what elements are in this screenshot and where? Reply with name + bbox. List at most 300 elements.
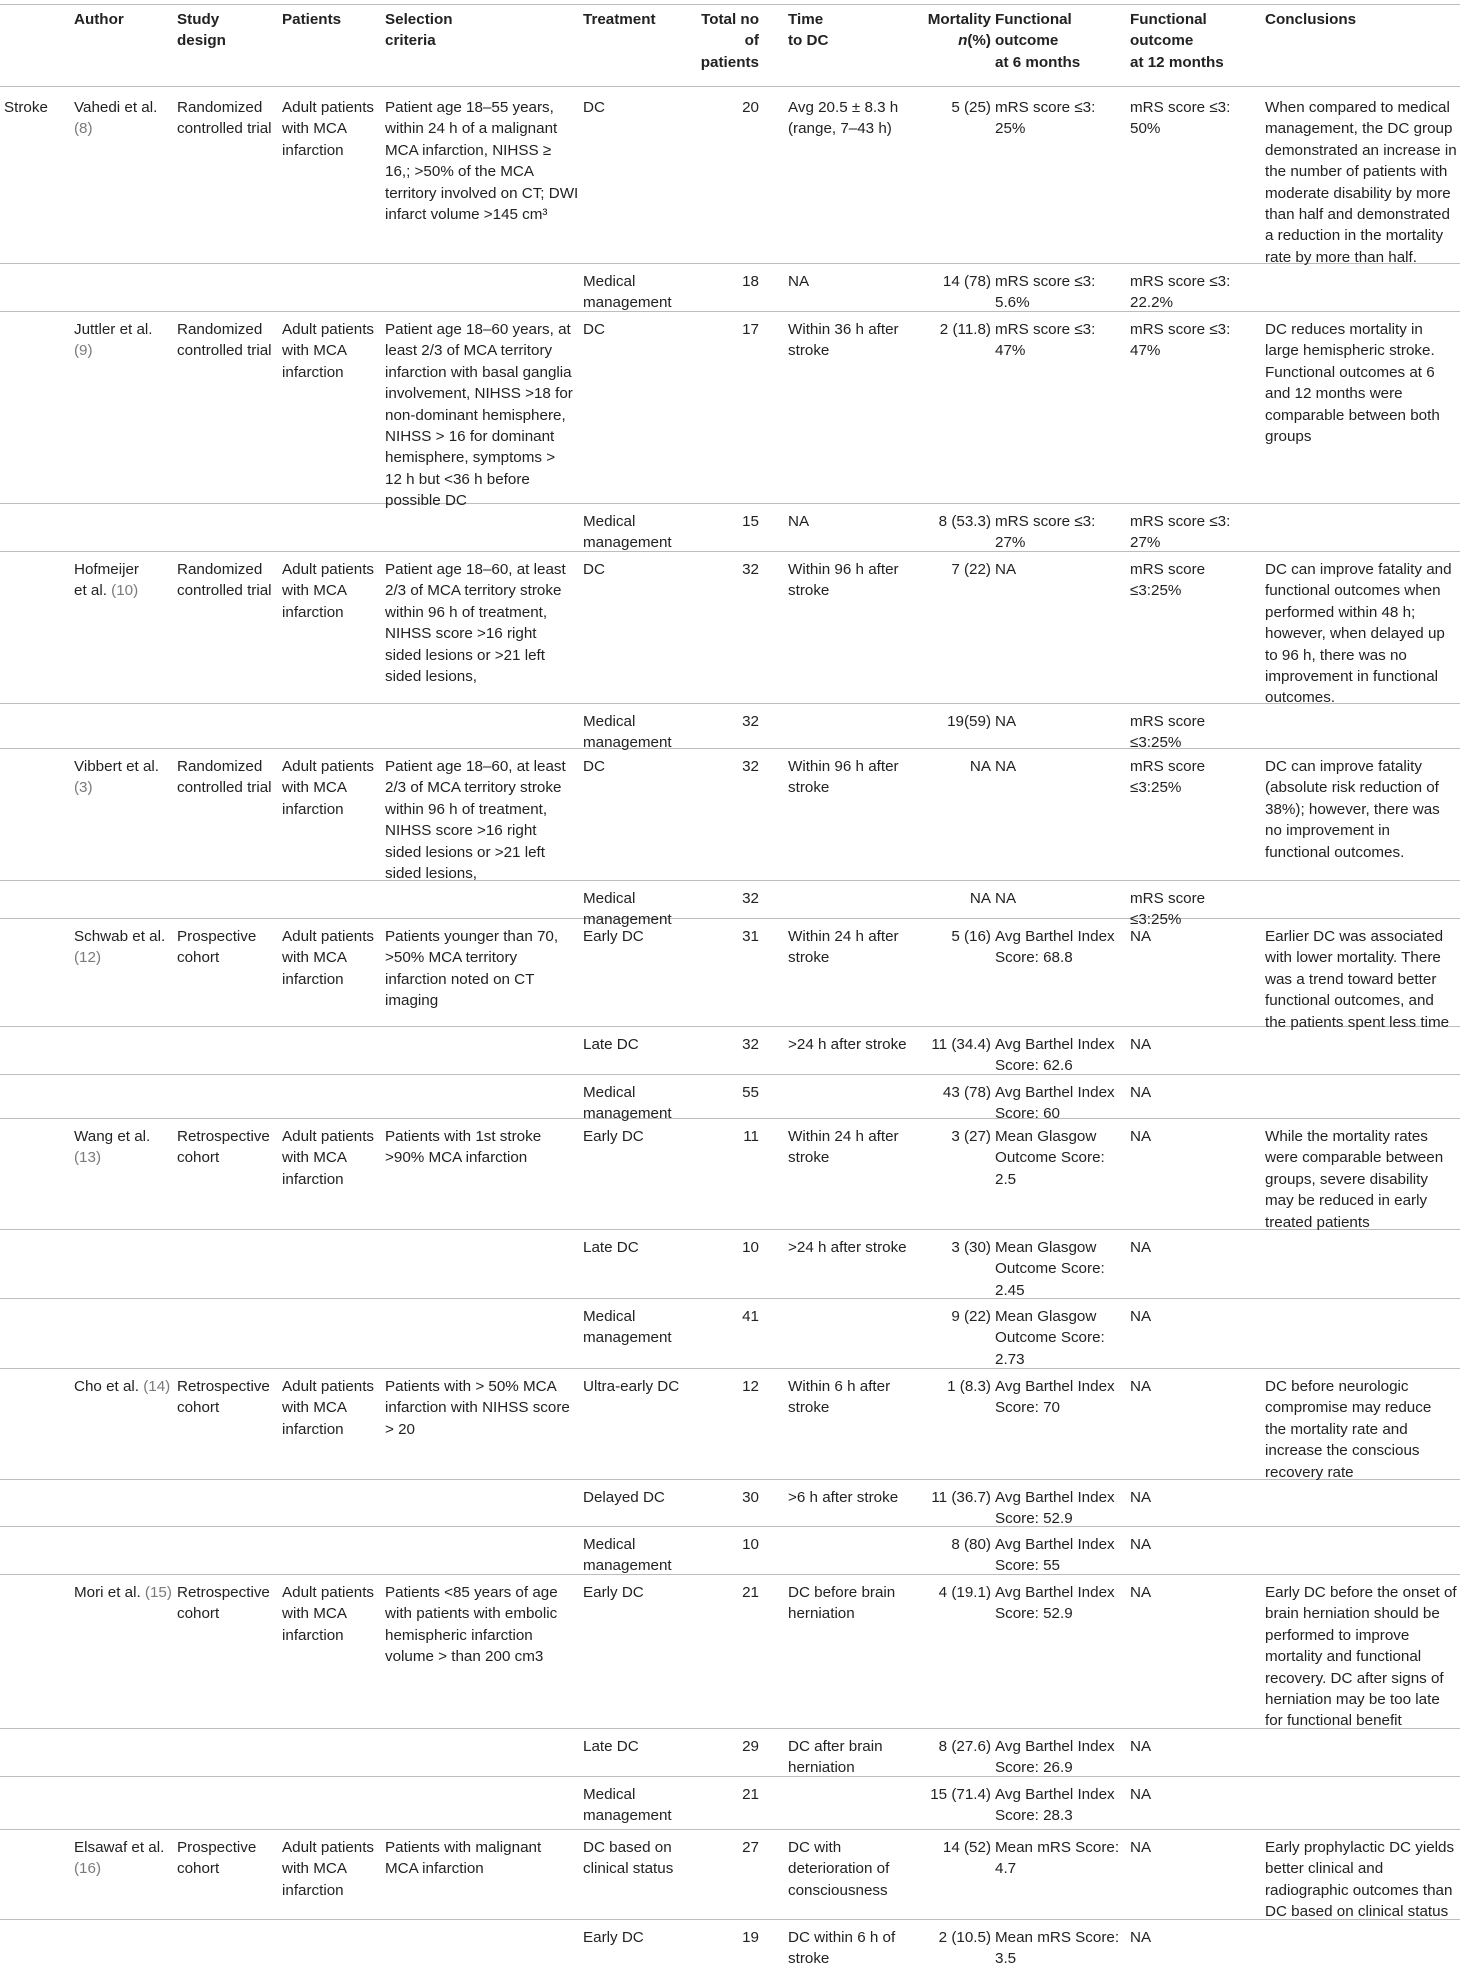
cell-line: management (583, 734, 672, 752)
total-patients-cell (619, 711, 759, 732)
cell-line: the mortality rate and (1265, 1420, 1408, 1438)
cell-line: Earlier DC was associated (1265, 928, 1444, 945)
functional-outcome-6m-cell (995, 1034, 1115, 1077)
mortality-cell (851, 711, 991, 732)
cell-line: performed within 48 h; (1265, 603, 1416, 621)
cell-line: DC within 6 h of (788, 1929, 896, 1946)
functional-outcome-12m-cell (1130, 926, 1151, 947)
cell-line: Adult patients (282, 1839, 375, 1856)
cell-line: Within 96 h after (788, 561, 899, 578)
cell-line: NA (1130, 1378, 1152, 1395)
mortality-cell (851, 1784, 991, 1805)
cell-line: NA (1130, 928, 1152, 945)
cell-line: management (583, 1329, 672, 1347)
selection-criteria-cell (385, 1376, 570, 1440)
cell-line: 7 (22) (951, 561, 991, 578)
cell-line: Score: 52.9 (995, 1605, 1073, 1623)
cell-line: mortality and functional (1265, 1648, 1422, 1666)
header-label: outcome (1130, 32, 1194, 50)
cell-line: NA (1130, 1489, 1152, 1506)
header-total (619, 9, 759, 73)
cell-line: recovery. DC after signs of (1265, 1669, 1444, 1687)
cell-line: Within 96 h after (788, 758, 899, 775)
cell-line: with MCA (282, 1149, 347, 1167)
reference-link[interactable]: (9) (74, 342, 93, 360)
row-rule (0, 263, 1460, 264)
cell-line: brain herniation should be (1265, 1605, 1440, 1623)
mortality-cell (851, 1376, 991, 1397)
mortality-cell (851, 926, 991, 947)
row-rule (0, 1368, 1460, 1369)
functional-outcome-12m-cell (1130, 1376, 1151, 1397)
cell-line: infarction (282, 1420, 344, 1438)
cell-line: NIHSS score >16 right (385, 822, 537, 840)
cell-line: 38%); however, there was (1265, 800, 1440, 818)
mortality-cell (851, 1306, 991, 1327)
cell-line: 2.45 (995, 1281, 1025, 1299)
cell-line: 32 (742, 890, 759, 907)
treatment-cell (583, 319, 605, 340)
header-time (788, 9, 829, 52)
functional-outcome-12m-cell (1130, 1487, 1151, 1508)
cell-line: stroke (788, 949, 830, 967)
cell-line: clinical status (583, 1860, 674, 1878)
cell-line: moderate disability by more (1265, 184, 1451, 202)
cell-line: increase the conscious (1265, 1442, 1420, 1460)
cell-line: 8 (27.6) (938, 1738, 991, 1755)
cell-line: 2/3 of MCA territory stroke (385, 779, 562, 797)
cell-line: Juttler et al. (74, 321, 153, 338)
cell-line: management (583, 1557, 672, 1575)
reference-link[interactable]: (12) (74, 949, 102, 967)
functional-outcome-12m-cell (1130, 1237, 1151, 1258)
selection-criteria-cell (385, 926, 558, 1012)
mortality-cell (851, 319, 991, 340)
cell-line: mRS score (1130, 758, 1206, 775)
cell-line: Within 6 h after (788, 1378, 891, 1395)
cell-line: Early DC (583, 1929, 644, 1946)
cell-line (74, 118, 157, 139)
cell-line: ≤3:25% (1130, 734, 1182, 752)
patients-cell (282, 1582, 374, 1646)
row-rule (0, 1479, 1460, 1480)
cell-line: DC (583, 321, 605, 338)
mortality-cell (851, 1126, 991, 1147)
functional-outcome-12m-cell (1130, 559, 1205, 602)
selection-criteria-cell (385, 559, 566, 687)
cell-line: DC based on (583, 1839, 672, 1856)
mortality-cell (851, 1487, 991, 1508)
study-design-cell (177, 319, 272, 362)
total-patients-cell (619, 1376, 759, 1397)
total-patients-cell (619, 1034, 759, 1055)
cell-line: Adult patients (282, 928, 375, 945)
mortality-cell (851, 1034, 991, 1055)
cell-line: 32 (742, 758, 759, 775)
functional-outcome-6m-cell (995, 1736, 1115, 1779)
cell-line: non-dominant hemisphere, (385, 406, 566, 424)
header-label: Study (177, 11, 220, 28)
header-label: at 12 months (1130, 53, 1224, 71)
reference-link[interactable]: (8) (74, 120, 93, 138)
row-rule (0, 703, 1460, 704)
reference-link[interactable]: (16) (74, 1860, 102, 1878)
cell-line: 43 (78) (942, 1084, 991, 1101)
reference-link[interactable]: (14) (143, 1378, 171, 1395)
total-patients-cell (619, 1082, 759, 1103)
cell-line: Within 36 h after (788, 321, 899, 338)
cell-line: stroke (788, 1950, 830, 1968)
cell-line: Score: 28.3 (995, 1807, 1073, 1825)
cell-line: Medical (583, 273, 636, 290)
cell-line: infarction (282, 363, 344, 381)
cell-line: improvement in functional (1265, 668, 1439, 686)
functional-outcome-6m-cell (995, 1534, 1115, 1577)
cell-line: the number of patients with (1265, 163, 1448, 181)
cell-line: 18 (742, 273, 759, 290)
header-label: Total no (701, 11, 759, 28)
cell-line: Patients <85 years of age (385, 1584, 558, 1601)
selection-criteria-cell (385, 97, 578, 225)
cell-line: Within 24 h after (788, 928, 899, 945)
functional-outcome-6m-cell (995, 1237, 1105, 1301)
cell-line: a reduction in the mortality (1265, 227, 1444, 245)
cell-line: Schwab et al. (74, 928, 166, 945)
author-cell (74, 926, 165, 969)
cell-line: Adult patients (282, 1584, 375, 1601)
cell-line: infarction (282, 1626, 344, 1644)
functional-outcome-6m-cell (995, 1376, 1115, 1419)
cell-line: herniation (788, 1759, 855, 1777)
cell-line: NA (1130, 1536, 1152, 1553)
reference-link[interactable]: (10) (111, 582, 139, 600)
author-cell (74, 1582, 172, 1603)
selection-criteria-cell (385, 1126, 541, 1169)
cell-line: 19(59) (947, 713, 991, 730)
cell-line: 4.7 (995, 1860, 1017, 1878)
cell-line: 14 (78) (942, 273, 991, 290)
cell-line: Patients with > 50% MCA (385, 1378, 557, 1395)
functional-outcome-12m-cell (1130, 97, 1230, 140)
total-patients-cell (619, 1534, 759, 1555)
cell-line: Vahedi et al. (74, 99, 158, 116)
cell-line: infarction (282, 1170, 344, 1188)
cell-line: Mean mRS Score: (995, 1839, 1120, 1856)
cell-line: and 12 months were (1265, 385, 1403, 403)
cell-line: to 96 h, there was no (1265, 646, 1407, 664)
cell-line: mRS score (1130, 713, 1206, 730)
mortality-cell (851, 271, 991, 292)
cell-line: stroke (788, 1149, 830, 1167)
patients-cell (282, 926, 374, 990)
header-label: n(%) (958, 32, 991, 50)
cell-line: Mean Glasgow (995, 1128, 1097, 1145)
cell-line: Adult patients (282, 758, 375, 775)
functional-outcome-6m-cell (995, 1126, 1105, 1190)
cell-line (74, 947, 165, 968)
cell-line: infarction noted on CT (385, 970, 535, 988)
functional-outcome-6m-cell (995, 511, 1095, 554)
selection-criteria-cell (385, 319, 573, 512)
cell-line: mRS score ≤3: (1130, 513, 1231, 530)
cell-line: 3.5 (995, 1950, 1017, 1968)
reference-link[interactable]: (15) (144, 1584, 172, 1601)
cell-line: Early DC (583, 928, 644, 945)
cell-line: Patients younger than 70, (385, 928, 559, 945)
cell-line: Adult patients (282, 1378, 375, 1395)
cell-line: 2.5 (995, 1170, 1017, 1188)
functional-outcome-12m-cell (1130, 756, 1205, 799)
cell-line: Medical (583, 713, 636, 730)
functional-outcome-6m-cell (995, 1784, 1115, 1827)
selection-criteria-cell (385, 756, 566, 884)
treatment-cell (583, 756, 605, 777)
cell-line (74, 777, 159, 798)
header-patients (282, 9, 341, 30)
cell-line: DC before brain (788, 1584, 896, 1601)
cell-line: consciousness (788, 1881, 888, 1899)
cell-line: NA (1130, 1308, 1152, 1325)
author-cell (74, 559, 139, 602)
row-rule (0, 1728, 1460, 1729)
cell-line: volume > than 200 cm3 (385, 1648, 544, 1666)
cell-line: large hemispheric stroke. (1265, 342, 1435, 360)
functional-outcome-6m-cell (995, 1927, 1119, 1970)
cell-line: ≤3:25% (1130, 779, 1182, 797)
cell-line: 10 (742, 1239, 759, 1256)
mortality-cell (851, 1534, 991, 1555)
patients-cell (282, 1837, 374, 1901)
functional-outcome-6m-cell (995, 926, 1115, 969)
cell-line: DC before neurologic (1265, 1378, 1409, 1395)
header-label: Mortality (927, 11, 991, 28)
cell-line: NA (995, 713, 1017, 730)
mortality-cell (851, 1927, 991, 1948)
cell-line: Score: 62.6 (995, 1057, 1073, 1075)
patients-cell (282, 319, 374, 383)
row-rule (0, 1074, 1460, 1075)
cell-line: for functional benefit (1265, 1712, 1402, 1730)
patients-cell (282, 97, 374, 161)
cell-line: Within 24 h after (788, 1128, 899, 1145)
row-rule (0, 1526, 1460, 1527)
cell-line: may be reduced in early (1265, 1192, 1428, 1210)
cell-line: Avg Barthel Index (995, 1536, 1115, 1553)
header-label: Patients (282, 11, 342, 28)
cell-line: hemispheric infarction (385, 1626, 533, 1644)
header-label: patients (700, 53, 759, 71)
cell-line: Score: 52.9 (995, 1510, 1073, 1528)
cell-line: Avg Barthel Index (995, 1584, 1115, 1601)
total-patients-cell (619, 1126, 759, 1147)
cell-line: Late DC (583, 1036, 639, 1053)
cell-line: Medical (583, 1536, 636, 1553)
cell-line: mRS score ≤3: (995, 513, 1096, 530)
cell-line: cohort (177, 1605, 220, 1623)
cell-line: Avg Barthel Index (995, 1786, 1115, 1803)
cell-line: 27 (742, 1839, 759, 1856)
functional-outcome-6m-cell (995, 1582, 1115, 1625)
reference-link[interactable]: (3) (74, 779, 93, 797)
header-conclusions (1265, 9, 1356, 30)
patients-cell (282, 1126, 374, 1190)
total-patients-cell (619, 888, 759, 909)
cell-line: Retrospective (177, 1128, 270, 1145)
cell-line: Medical (583, 1084, 636, 1101)
cell-line: 32 (742, 713, 759, 730)
cell-line: Medical (583, 1786, 636, 1803)
cell-line: DC can improve fatality and (1265, 561, 1452, 578)
functional-outcome-12m-cell (1130, 888, 1205, 931)
cell-line: Outcome Score: (995, 1149, 1105, 1167)
mortality-cell (851, 1837, 991, 1858)
cell-line: with MCA (282, 342, 347, 360)
cell-line: 9 (22) (951, 1308, 991, 1325)
row-rule (0, 880, 1460, 881)
total-patients-cell (619, 926, 759, 947)
functional-outcome-12m-cell (1130, 1837, 1151, 1858)
cell-line: herniation (788, 1605, 855, 1623)
cell-line: NA (969, 758, 991, 775)
cell-line: infarction (282, 970, 344, 988)
functional-outcome-12m-cell (1130, 1534, 1151, 1555)
functional-outcome-6m-cell (995, 888, 1016, 909)
total-patients-cell (619, 756, 759, 777)
cell-line: infarction (282, 603, 344, 621)
cell-line: stroke (788, 1399, 830, 1417)
cell-line: Medical (583, 890, 636, 907)
functional-outcome-6m-cell (995, 1082, 1115, 1125)
cell-line: rate by more than half. (1265, 248, 1417, 266)
header-label: criteria (385, 32, 436, 50)
mortality-cell (851, 888, 991, 909)
patients-cell (282, 1376, 374, 1440)
cell-line: herniation may be too late (1265, 1691, 1440, 1709)
functional-outcome-12m-cell (1130, 1736, 1151, 1757)
cell-line: While the mortality rates (1265, 1128, 1428, 1145)
selection-criteria-cell (385, 1582, 558, 1668)
cell-line: 2 (10.5) (938, 1929, 991, 1946)
cell-line: 27% (995, 534, 1026, 552)
cell-line: NA (995, 890, 1017, 907)
header-label: outcome (995, 32, 1059, 50)
cell-line: NIHSS score >16 right (385, 625, 537, 643)
functional-outcome-6m-cell (995, 1837, 1119, 1880)
cell-line: NA (995, 561, 1017, 578)
header-fo12 (1130, 9, 1224, 73)
cell-line: >6 h after stroke (788, 1489, 899, 1506)
cell-line: performed to improve (1265, 1626, 1410, 1644)
cell-line: 50% (1130, 120, 1161, 138)
conclusions-cell (1265, 319, 1440, 447)
cell-line: >50% MCA territory (385, 949, 518, 967)
selection-criteria-cell (385, 1837, 541, 1880)
conclusions-cell (1265, 1837, 1454, 1923)
study-design-cell (177, 97, 272, 140)
cell-line: Stroke (4, 99, 48, 116)
cell-line: within 96 h of treatment, (385, 603, 548, 621)
cell-line: outcomes. (1265, 689, 1336, 707)
author-cell (74, 319, 153, 362)
cell-line: with lower mortality. There (1265, 949, 1441, 967)
cell-line: 19 (742, 1929, 759, 1946)
cell-line: mRS score (1130, 890, 1206, 907)
total-patients-cell (619, 1306, 759, 1327)
cell-line: 12 (742, 1378, 759, 1395)
study-design-cell (177, 1582, 270, 1625)
row-rule (0, 1026, 1460, 1027)
mortality-cell (851, 559, 991, 580)
cell-line: 12 h but <36 h before (385, 470, 530, 488)
functional-outcome-6m-cell (995, 559, 1016, 580)
cell-line: >90% MCA infarction (385, 1149, 528, 1167)
conclusions-cell (1265, 756, 1440, 863)
cell-line: cohort (177, 1399, 220, 1417)
cell-line: 11 (34.4) (931, 1036, 991, 1053)
cell-line: 15 (742, 513, 759, 530)
functional-outcome-6m-cell (995, 271, 1095, 314)
cell-line: 20 (742, 99, 759, 116)
functional-outcome-6m-cell (995, 97, 1095, 140)
row-rule (0, 551, 1460, 552)
cell-line: 47% (995, 342, 1026, 360)
mortality-cell (851, 1082, 991, 1103)
cell-line: Hofmeijer (74, 561, 139, 578)
mortality-cell (851, 1736, 991, 1757)
cell-line: (range, 7–43 h) (788, 120, 892, 138)
cell-line: Patient age 18–60, at least (385, 758, 566, 775)
cell-line: Retrospective (177, 1584, 270, 1601)
cell-line: Early DC (583, 1128, 644, 1145)
total-patients-cell (619, 1927, 759, 1948)
cell-line: Score: 26.9 (995, 1759, 1073, 1777)
cell-line: were comparable between (1265, 1149, 1444, 1167)
cell-line: infarction (282, 800, 344, 818)
cell-line: 55 (742, 1084, 759, 1101)
cell-line: ≤3:25% (1130, 911, 1182, 929)
conclusions-cell (1265, 559, 1452, 709)
cell-line: than half and demonstrated (1265, 206, 1450, 224)
header-label: Treatment (583, 11, 656, 28)
cell-line: 5 (16) (951, 928, 991, 945)
total-patients-cell (619, 1784, 759, 1805)
cell-line: with MCA (282, 582, 347, 600)
cell-line: 25% (995, 120, 1026, 138)
row-rule (0, 918, 1460, 919)
cell-line: Randomized (177, 758, 263, 775)
conclusions-cell (1265, 97, 1457, 268)
cell-line: Avg Barthel Index (995, 1378, 1115, 1395)
cell-line: NA (969, 890, 991, 907)
cell-line: least 2/3 of MCA territory (385, 342, 553, 360)
row-rule (0, 1298, 1460, 1299)
cell-line: cohort (177, 1149, 220, 1167)
cell-line: Avg Barthel Index (995, 1738, 1115, 1755)
cell-line: 32 (742, 561, 759, 578)
cell-line: NA (1130, 1128, 1152, 1145)
functional-outcome-6m-cell (995, 756, 1016, 777)
reference-link[interactable]: (13) (74, 1149, 102, 1167)
total-patients-cell (619, 319, 759, 340)
author-cell (74, 1126, 150, 1169)
cell-line: with MCA (282, 949, 347, 967)
conclusions-cell (1265, 926, 1450, 1031)
total-patients-cell (619, 1837, 759, 1858)
cell-line: mRS score ≤3: (1130, 273, 1231, 290)
cell-line: stroke (788, 779, 830, 797)
cell-line: Adult patients (282, 561, 375, 578)
table-top-rule (0, 4, 1460, 5)
